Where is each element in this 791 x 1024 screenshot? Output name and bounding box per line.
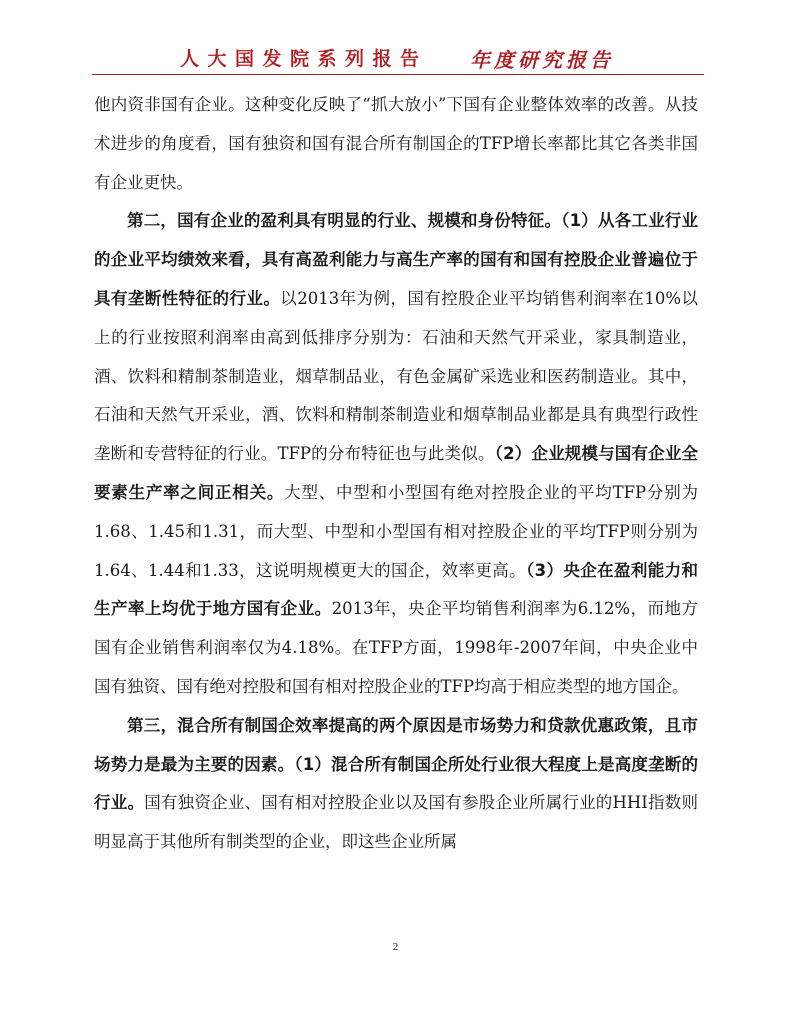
series-title: 人大国发院系列报告 [180,48,428,70]
paragraph-text: 他内资非国有企业。这种变化反映了“抓大放小”下国有企业整体效率的改善。从技术进步的角度看，国有独资和国有混合所有制国企的TFP增长率都比其它各类非国有企业更快。 [94,95,698,192]
bold-lead: 第三，混合所有制国企效率提高的两个原因是市场势力和贷款优惠政策，且市场势力是最为主要的因素。（1）混合所有制国企所处行业很大程度上是高度垄断的行业。 [94,715,698,813]
paragraph-second-finding [94,202,698,706]
paragraph-text: 大型、中型和小型国有绝对控股企业的平均TFP分别为1.68、1.45和1.31，而大型、中型和小型国有相对控股企业的平均TFP则分别为1.64、1.44和1.33，这说明规模更大的国企，效率更高。 [94,482,699,580]
paragraph-text: 2013年，央企平均销售利润率为6.12%，而地方国有企业销售利润率仅为4.18%。在TFP方面，1998年-2007年间，中央企业中国有独资、国有绝对控股和国有相对控股企业的TFP均高于相应类型的地方国企。 [94,599,698,696]
paragraph-text: 国有独资企业、国有相对控股企业以及国有参股企业所属行业的HHI指数则明显高于其他所有制类型的企业，即这些企业所属 [94,793,699,852]
paragraph-continued [94,86,698,202]
bold-lead: 第二，国有企业的盈利具有明显的行业、规模和身份特征。（1）从各工业行业的企业平均绩效来看，具有高盈利能力与高生产率的国有和国有控股企业普遍位于具有垄断性特征的行业。 [94,211,698,308]
body-text [94,86,698,862]
paragraph-third-finding [94,707,698,862]
bold-point-2: （2）企业规模与国有企业全要素生产率之间正相关。 [94,444,698,502]
bold-point-3: （3）央企在盈利能力和生产率上均优于地方国有企业。 [94,560,698,619]
paragraph-text: 以2013年为例，国有控股企业平均销售利润率在10%以上的行业按照利润率由高到低排序分别为：石油和天然气开采业，家具制造业，酒、饮料和精制茶制造业，烟草制品业，有色金属矿采选业和医药制造业。其中，石油和天然气开采业，酒、饮料和精制茶制造业和烟草制品业都是具有典型行政性垄断和专营特征的行业。TFP的分布特征也与此类似。 [94,288,699,464]
page-number: 2 [392,941,399,953]
header-rule [92,74,704,75]
report-type: 年度研究报告 [470,48,614,72]
running-header [92,42,704,78]
